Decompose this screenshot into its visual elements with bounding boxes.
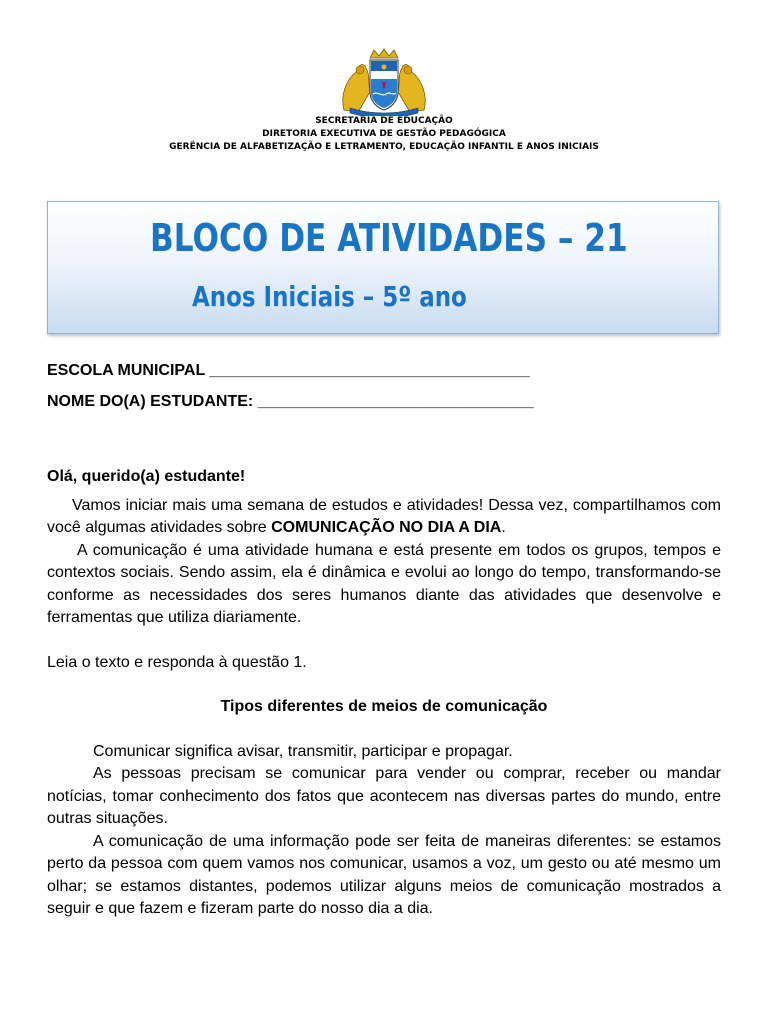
- article-paragraph-2: As pessoas precisam se comunicar para vender ou comprar, receber ou mandar notícias, tomar conhecimento dos fatos que acontecem nas diversas partes do mundo, entre outras situações.: [47, 765, 721, 827]
- instruction-text: Leia o texto e responda à questão 1.: [47, 653, 307, 671]
- article-paragraph-1: Comunicar significa avisar, transmitir, participar e propagar.: [93, 742, 513, 760]
- header-line-secretaria: SECRETARIA DE EDUCAÇÃO: [315, 116, 453, 126]
- greeting: Olá, querido(a) estudante!: [47, 468, 246, 485]
- intro-paragraph: [47, 495, 721, 540]
- article-title: Tipos diferentes de meios de comunicação: [220, 698, 548, 715]
- coat-of-arms-icon: [336, 48, 432, 116]
- article-paragraph-3: A comunicação de uma informação pode ser feita de maneiras diferentes: se estamos perto da pessoa com quem vamos nos comunicar, usamos a voz, um gesto ou até mesmo um olhar; se estamos distantes, podemos utilizar alguns meios de comunicação mostrados a seguir e que fazem e fizeram parte do nosso dia a dia.: [47, 832, 721, 917]
- topic-highlight: COMUNICAÇÃO NO DIA A DIA: [271, 519, 502, 536]
- communication-paragraph: A comunicação é uma atividade humana e está presente em todos os grupos, tempos e contextos sociais. Sendo assim, ela é dinâmica e evolui ao longo do tempo, transformando-se conforme as necessidades dos seres humanos diante das atividades que desenvolve e ferramentas que utiliza diariamente.: [47, 541, 721, 626]
- document-body: [47, 466, 721, 921]
- institution-header: [0, 115, 768, 154]
- document-subtitle: Anos Iniciais – 5º ano: [192, 280, 467, 313]
- title-box: [47, 201, 719, 334]
- student-name-field-line: NOME DO(A) ESTUDANTE: _______________________________: [47, 393, 534, 410]
- intro-end: .: [501, 519, 506, 536]
- document-title: BLOCO DE ATIVIDADES – 21: [150, 216, 628, 260]
- school-field-line: ESCOLA MUNICIPAL ____________________________________: [47, 362, 530, 379]
- header-line-gerencia: GERÊNCIA DE ALFABETIZAÇÃO E LETRAMENTO, EDUCAÇÃO INFANTIL E ANOS INICIAIS: [169, 142, 599, 152]
- intro-text: Vamos iniciar mais uma semana de estudos e atividades! Dessa vez, compartilhamos com você algumas atividades sobre: [47, 496, 721, 536]
- header-line-diretoria: DIRETORIA EXECUTIVA DE GESTÃO PEDAGÓGICA: [262, 129, 506, 139]
